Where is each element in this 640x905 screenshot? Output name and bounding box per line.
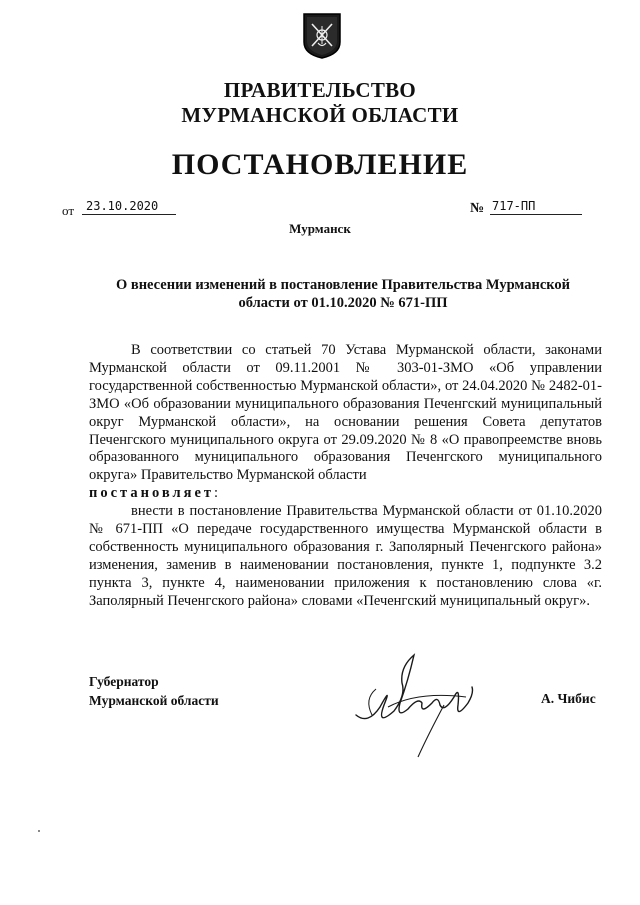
resolves-colon: : [214,485,219,502]
document-body [89,342,602,611]
handwritten-signature-icon [348,645,488,765]
document-type-title: ПОСТАНОВЛЕНИЕ [171,148,469,181]
date-value: 23.10.2020 [86,199,159,213]
signer-position [89,672,219,710]
scan-speck [38,830,40,832]
resolves-line [89,485,602,503]
date-underline [82,214,176,215]
number-label: № [470,201,485,216]
signer-position-line1: Губернатор [89,674,159,689]
number-underline [490,214,582,215]
signer-position-line2: Мурманской области [89,693,219,708]
document-subject: О внесении изменений в постановление Правительства Мурманской области от 01.10.2020 № 671-ПП [115,277,571,311]
resolves-word: постановляет [89,485,215,502]
number-value: 717-ПП [492,199,536,213]
body-paragraph-1: В соответствии со статьей 70 Устава Мурманской области, законами Мурманской области от 09.11.2001 № 303-01-ЗМО «Об управлении государственной собственностью Мурманской области», от 24.04.2020 № 2482-01-ЗМО «Об образовании муниципального образования Печенгский муниципальный округ Мурманской области», на основании решения Совета депутатов Печенгского муниципального округа от 29.09.2020 № 8 «О правопреемстве вновь образованного муниципального образования Печенгского муниципального округа» Правительство Мурманской области [89,342,602,484]
body-paragraph-2: внести в постановление Правительства Мурманской области от 01.10.2020 № 671-ПП «О передаче государственного имущества Мурманской области в собственность муниципального образования г. Заполярный Печенгского района» изменения, заменив в наименовании постановления, пункте 1, подпункте 3.2 пункта 3, пункте 4, наименовании приложения к постановлению слова «г. Заполярный Печенгского района» словами «Печенгский муниципальный округ». [89,503,602,609]
organization-name-line1: ПРАВИТЕЛЬСТВО [223,78,417,102]
signer-name: А. Чибис [541,691,596,706]
date-label: от [62,203,75,218]
city-name: Мурманск [289,221,351,236]
coat-of-arms-icon [302,12,342,60]
organization-name-line2: МУРМАНСКОЙ ОБЛАСТИ [181,103,459,127]
